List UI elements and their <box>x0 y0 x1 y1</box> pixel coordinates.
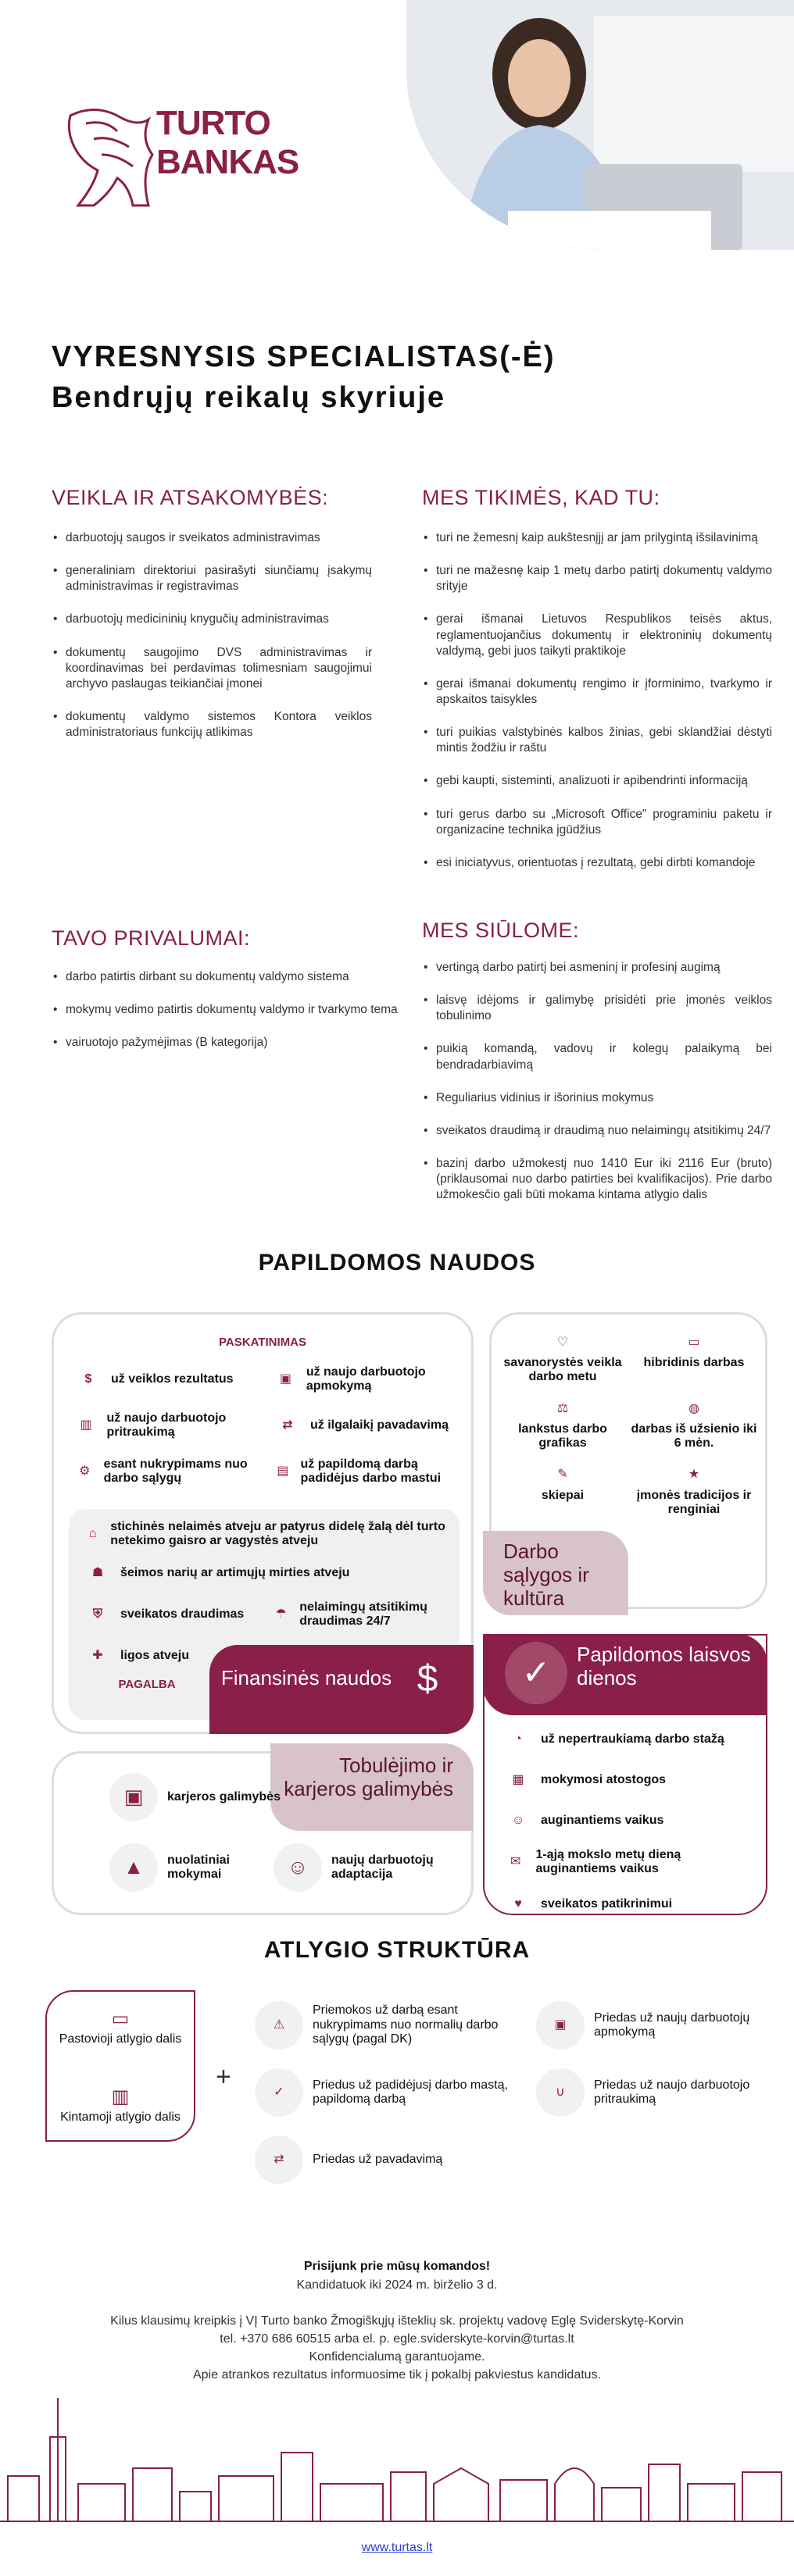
house-fire-icon: ⌂ <box>88 1527 97 1541</box>
workload-icon: ▤ <box>277 1464 289 1478</box>
list-item: ☺ auginantiems vaikus <box>505 1807 755 1834</box>
calendar-icon: ▦ <box>512 1772 524 1786</box>
list-item: ✚ ligos atveju <box>84 1643 452 1670</box>
section-tikimes <box>422 486 772 888</box>
list-item: • darbuotojų medicininių knygučių administravimas <box>52 612 372 627</box>
thumbs-up-icon: ✓ <box>505 1642 567 1704</box>
list-item: ▣ už naujo darbuotojo apmokymą <box>274 1365 466 1394</box>
laisvos-tab: Papildomos laisvos dienos <box>483 1634 767 1715</box>
atlygis-item: ∪ Priedas už naujo darbuotojo pritraukimą <box>536 2068 778 2117</box>
list-item: ★ įmonės tradicijos ir renginiai <box>628 1462 760 1518</box>
website-link-wrap <box>0 2539 794 2556</box>
hazard-icon: ⚠ <box>255 2001 303 2050</box>
deadline-text: Kandidatuok iki 2024 m. birželio 3 d. <box>296 2278 498 2292</box>
briefcase-icon: ▣ <box>109 1773 158 1821</box>
list-item: • turi ne mažesnę kaip 1 metų darbo patirtį dokumentų valdymo srityje <box>422 563 772 594</box>
coins-icon: $ <box>84 1372 92 1386</box>
section-privalumai <box>52 926 411 1068</box>
atlygis-item: ⇄ Priedas už pavadavimą <box>255 2135 513 2184</box>
naudos-heading: PAPILDOMOS NAUDOS <box>258 1250 536 1276</box>
list-item: • dokumentų saugojimo DVS administravimas ir koordinavimas bei perdavimas tolimesniam saugojimui archyvo paslaugas teikiančiai įmonei <box>52 645 372 692</box>
turto-bankas-logo <box>63 100 299 217</box>
list-item: ▲ nuolatiniai mokymai <box>109 1843 281 1892</box>
list-item: $ už veiklos rezultatus <box>75 1365 266 1394</box>
syringe-icon: ✎ <box>557 1468 568 1482</box>
contact-text: Kilus klausimų kreipkis į VĮ Turto banko Žmogiškųjų išteklių sk. projektų vadovę Eglę Sviderskytę-Korvin <box>110 2314 684 2328</box>
results-info-text: Apie atrankos rezultatus informuosime tik į pokalbį pakviestus kandidatus. <box>192 2368 602 2382</box>
list-item: • bazinį darbo užmokestį nuo 1410 Eur iki 2116 Eur (bruto) (priklausomai nuo darbo patirties bei kvalifikacijos). Prie darbo užmokesčio gali būti mokama kintama atlygio dalis <box>422 1156 772 1203</box>
graduation-cap-icon: ▲ <box>109 1843 158 1892</box>
stopwatch-icon: ◔ <box>514 1732 522 1746</box>
list-item: ✉ 1-ąją mokslo metų dieną auginantiems vaikus <box>505 1848 755 1877</box>
pastovioji-dalis: ▭ Pastovioji atlygio dalis <box>45 2006 195 2046</box>
paskatinimas-label: PASKATINIMAS <box>219 1336 306 1349</box>
onboarding-icon: ☺ <box>274 1843 322 1892</box>
confidentiality-text: Konfidencialumą garantuojame. <box>309 2350 485 2364</box>
laptop-icon: ▭ <box>688 1335 700 1349</box>
umbrella-icon: ☂ <box>275 1607 287 1621</box>
check-icon: ✓ <box>255 2068 303 2117</box>
magnet-icon: ∪ <box>536 2068 585 2117</box>
baby-icon: ☺ <box>511 1813 525 1827</box>
city-skyline-illustration <box>0 2398 794 2523</box>
gear-icon: ⚙ <box>79 1464 91 1478</box>
bag-icon: ✉ <box>510 1855 521 1869</box>
list-item: ◔ už nepertraukiamą darbo stažą <box>505 1726 755 1753</box>
banknote-icon: ▭ <box>111 2008 130 2030</box>
kintamoji-dalis: ▥ Kintamoji atlygio dalis <box>45 2084 195 2125</box>
bar-chart-icon: ▥ <box>111 2086 130 2108</box>
section-heading: VEIKLA IR ATSAKOMYBĖS: <box>52 486 329 509</box>
list-item: ◍ darbas iš užsienio iki 6 mėn. <box>628 1396 760 1451</box>
paskatinimas-grid <box>75 1365 466 1486</box>
list-item: ☗ šeimos narių ar artimųjų mirties atveju <box>84 1560 452 1586</box>
brand-line2: BANKAS <box>156 143 299 181</box>
teacher-icon: ▣ <box>279 1372 291 1386</box>
tobulejimas-tab: Tobulėjimo ir karjeros galimybės <box>270 1743 474 1831</box>
shield-icon: ⛨ <box>92 1607 102 1621</box>
salygos-grid <box>497 1329 760 1517</box>
website-link[interactable]: www.turtas.lt <box>361 2541 433 2554</box>
list-item: ▥ už naujo darbuotojo pritraukimą <box>75 1411 266 1440</box>
section-heading: MES SIŪLOME: <box>422 919 580 942</box>
section-veikla <box>52 486 372 758</box>
celebration-icon: ★ <box>688 1468 700 1482</box>
section-heading: MES TIKIMĖS, KAD TU: <box>422 486 660 509</box>
heart-pulse-icon: ♥ <box>514 1896 522 1911</box>
brand-line1: TURTO <box>156 104 270 142</box>
list-item: • turi ne žemesnį kaip aukštesnįjį ar jam prilygintą išsilavinimą <box>422 530 772 546</box>
hero-photo <box>406 0 794 250</box>
medical-icon: ✚ <box>92 1649 103 1663</box>
flex-schedule-icon: ⚖ <box>556 1401 569 1415</box>
list-item: • gerai išmanai Lietuvos Respublikos teisės aktus, reglamentuojančius dokumentų ir elektroninių dokumentų valdymą, gebi juos taikyti praktikoje <box>422 612 772 658</box>
list-item: ⇄ už ilgalaikį pavadavimą <box>274 1411 466 1440</box>
list-item: • turi puikias valstybinės kalbos žinias, gebi sklandžiai dėstyti mintis žodžiu ir raštu <box>422 725 772 756</box>
chart-growth-icon: ▥ <box>80 1418 92 1432</box>
trainer-icon: ▣ <box>536 2001 585 2050</box>
globe-icon: ◍ <box>688 1401 699 1415</box>
atlygis-item: ⚠ Priemokos už darbą esant nukrypimams nuo normalių darbo sąlygų (pagal DK) <box>255 2001 513 2050</box>
section-siulome <box>422 919 772 1220</box>
list-item: ☺ naujų darbuotojų adaptacija <box>274 1843 461 1892</box>
volunteer-icon: ♡ <box>556 1335 569 1349</box>
atlygis-item: ▣ Priedas už naujų darbuotojų apmokymą <box>536 2001 778 2050</box>
list-item: ✎ skiepai <box>497 1462 628 1518</box>
list-item: ⛨ sveikatos draudimas <box>84 1600 256 1629</box>
job-title: VYRESNYSIS SPECIALISTAS(-Ė) <box>52 341 556 373</box>
swap-icon: ⇄ <box>282 1418 293 1432</box>
list-item: ▤ už papildomą darbą padidėjus darbo mastui <box>274 1457 466 1486</box>
atlygis-heading: ATLYGIO STRUKTŪRA <box>263 1937 531 1963</box>
laisvos-list <box>505 1726 755 1918</box>
list-item: • vertingą darbo patirtį bei asmeninį ir profesinį augimą <box>422 960 772 976</box>
list-item: ▣ karjeros galimybės <box>109 1773 281 1821</box>
list-item: • mokymų vedimo patirtis dokumentų valdymo ir tvarkymo tema <box>52 1002 411 1018</box>
list-item: • dokumentų valdymo sistemos Kontora veiklos administratoriaus funkcijų atlikimas <box>52 709 372 740</box>
list-item: • darbo patirtis dirbant su dokumentų valdymo sistema <box>52 969 411 985</box>
list-item: ⚙ esant nukrypimams nuo darbo sąlygų <box>75 1457 266 1486</box>
list-item: • gerai išmanai dokumentų rengimo ir įforminimo, tvarkymo ir apskaitos taisykles <box>422 676 772 708</box>
cta-text: Prisijunk prie mūsų komandos! <box>303 2260 491 2273</box>
list-item: ▭ hibridinis darbas <box>628 1329 760 1385</box>
list-item: ▦ mokymosi atostogos <box>505 1767 755 1793</box>
list-item: • darbuotojų saugos ir sveikatos administravimas <box>52 530 372 546</box>
finansines-tab: Finansinės naudos <box>209 1645 474 1734</box>
plus-sign: + <box>216 2062 231 2092</box>
list-item: • vairuotojo pažymėjimas (B kategorija) <box>52 1035 411 1051</box>
list-item: • gebi kaupti, sisteminti, analizuoti ir apibendrinti informaciją <box>422 773 772 789</box>
list-item: • esi iniciatyvus, orientuotas į rezultatą, gebi dirbti komandoje <box>422 855 772 871</box>
list-item: ♡ savanorystės veikla darbo metu <box>497 1329 628 1385</box>
salygos-tab: Darbo sąlygos ir kultūra <box>483 1531 628 1615</box>
list-item: • laisvę idėjoms ir galimybę prisidėti prie įmonės veiklos tobulinimo <box>422 993 772 1024</box>
list-item: • puikią komandą, vadovų ir kolegų palaikymą bei bendradarbiavimą <box>422 1041 772 1072</box>
list-item: ⌂ stichinės nelaimės atveju ar patyrus didelę žalą dėl turto netekimo gaisro ar vagystės atveju <box>84 1520 452 1549</box>
list-item: ♥ sveikatos patikrinimui <box>505 1891 755 1918</box>
list-item: • sveikatos draudimą ir draudimą nuo nelaimingų atsitikimų 24/7 <box>422 1123 772 1139</box>
list-item: • Reguliarius vidinius ir išorinius mokymus <box>422 1090 772 1106</box>
contact-phone-email: tel. +370 686 60515 arba el. p. egle.sviderskyte-korvin@turtas.lt <box>220 2332 574 2346</box>
list-item: ⚖ lankstus darbo grafikas <box>497 1396 628 1451</box>
job-department: Bendrųjų reikalų skyriuje <box>52 381 446 414</box>
atlygis-item: ✓ Priedus už padidėjusį darbo mastą, papildomą darbą <box>255 2068 513 2117</box>
family-icon: ☗ <box>91 1565 104 1579</box>
list-item: ☂ nelaimingų atsitikimų draudimas 24/7 <box>272 1600 452 1629</box>
swap-people-icon: ⇄ <box>255 2135 303 2184</box>
list-item: • generaliniam direktoriui pasirašyti siunčiamų įsakymų administravimas ir registravimas <box>52 563 372 594</box>
pagalba-label: PAGALBA <box>118 1678 176 1691</box>
section-heading: TAVO PRIVALUMAI: <box>52 926 251 950</box>
money-hand-icon: $ <box>417 1658 438 1700</box>
list-item: • turi gerus darbo su „Microsoft Office" programiniu paketu ir organizacine technika įgūdžius <box>422 807 772 838</box>
